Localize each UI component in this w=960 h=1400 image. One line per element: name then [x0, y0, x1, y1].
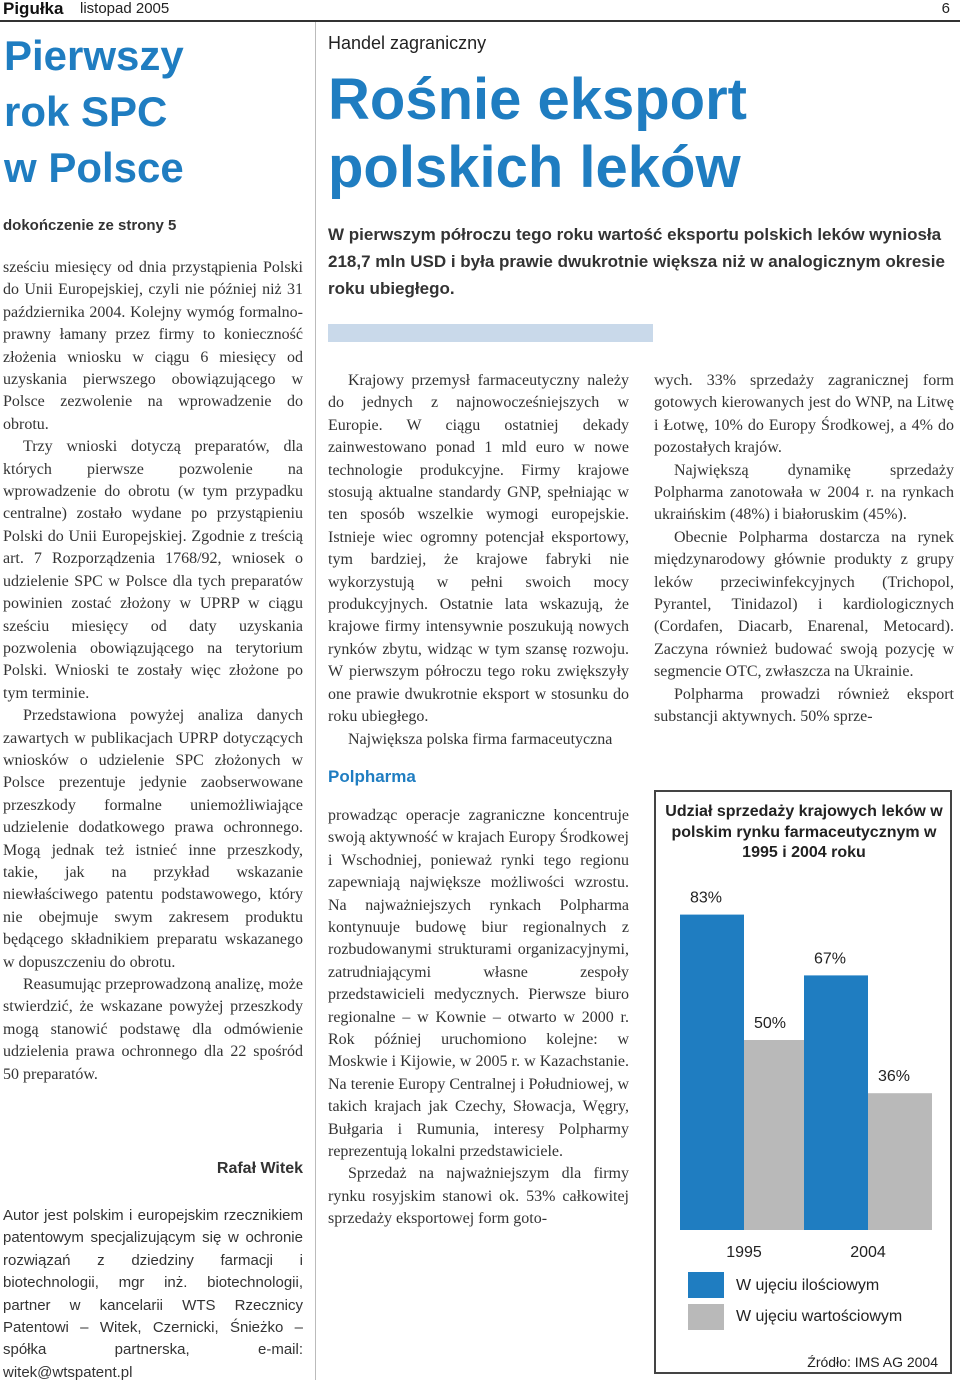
paragraph: Reasumując przeprowadzoną analizę, może stwierdzić, że wskazane powyżej przeszkody mogą stanowić podstawę dla odmówienie udzielenia prawa ochronnego dla 22 spośród 50 preparatów.: [3, 976, 303, 1083]
left-title-line: Pierwszy: [4, 32, 184, 79]
chart-source: Źródło: IMS AG 2004: [807, 1354, 938, 1370]
article-column-right: [654, 370, 954, 729]
bar-1995-value: [744, 1040, 808, 1230]
paragraph: Krajowy przemysł farmaceutyczny należy do jednych z najnowocześniejszych w Europie. W ciągu ostatniej dekady zainwestowano ponad 1 mld euro w nowe technologie produkcyjne. Firmy krajowe stosują aktualne standardy GNP, spełniając w ten sposób wszelkie wymogi europejskie. Istnieje wiec ogromny potencjał eksportowy, tym bardziej, że krajowe fabryki nie wykorzystują w pełni swoich mocy produkcyjnych. Ostatnie lata wskazują, że krajowe firmy intensywnie poszukują nowych rynków zbytu, widząc w tym szansę rozwoju. W pierwszym półroczu tego roku zwiększyły one prawie dwukrotnie eksport w stosunku do roku ubiegłego.: [328, 372, 629, 726]
article-title: [328, 66, 948, 202]
bar-1995-quantity: [680, 915, 744, 1230]
column-divider: [315, 22, 316, 1380]
paragraph: sześciu miesięcy od dnia przystąpienia Polski do Unii Europejskiej, czyli nie później niż 31 października 2004. Kolejny wymóg formalno-prawny łamany przez firmy to konieczność złożenia wniosku w ciągu 6 miesięcy od uzyskania pierwszego obowiązującego w Polsce zezwolenie na wprowadzenie do obrotu.: [3, 259, 303, 433]
legend-swatch-quantity: [688, 1272, 724, 1298]
author-name: Rafał Witek: [216, 1160, 303, 1177]
left-article-title: [4, 28, 304, 196]
section-label: Handel zagraniczny: [328, 33, 487, 53]
data-label-2004-value: 36%: [878, 1068, 911, 1086]
category-label-2004: 2004: [850, 1244, 886, 1261]
paragraph: Przedstawiona powyżej analiza danych zawartych w publikacjach UPRP dotyczących wniosków o udzielenie SPC złożonych w Polsce prezentuje jedynie zaobserwowane przeszkody formalne uniemożliwiające udzielenie dodatkowego prawa ochronnego. Mogą jednak też istnieć inne przeszkody, takie, jak na przykład wskazanie niewłaściwego patentu podstawowego, który nie obejmuje swym zakresem produktu będącego składnikiem preparatu wskazanego w dopuszczeniu do obrotu.: [3, 707, 303, 971]
paragraph: wych. 33% sprzedaży zagranicznej form gotowych kierowanych jest do WNP, na Litwę i Łotwę, 10% do Europy Środkowej, a 4% do pozostałych krajów.: [654, 372, 954, 457]
paragraph: Sprzedaż na najważniejszym dla firmy rynku rosyjskim stanowi ok. 53% całkowitej sprzedaży eksportowej form goto-: [328, 1165, 629, 1228]
paragraph: Trzy wnioski dotyczą preparatów, dla których pierwsze pozwolenie na wprowadzenie do obrotu (w tym przypadku centralne) zostało wydane po przystąpieniu Polski do Unii Europejskiej. Zgodnie z treścią art. 7 Rozporządzenia 1768/92, wniosek o udzielenie SPC w Polsce dla tych preparatów powinien zostać złożony w UPRP w ciągu sześciu miesięcy od daty uzyskania pozwolenia obowiązującego na terytorium Polski. Wnioski te zostały więc złożone po tym terminie.: [3, 438, 303, 702]
legend-label-quantity: W ujęciu ilościowym: [736, 1277, 880, 1294]
left-title-line: rok SPC: [4, 88, 168, 135]
article-title-line: polskich leków: [328, 135, 741, 200]
decorative-bar: [328, 324, 653, 342]
page-number: 6: [941, 0, 950, 17]
data-label-2004-quantity: 67%: [814, 950, 847, 968]
legend-swatch-value: [688, 1304, 724, 1330]
paragraph: Obecnie Polpharma dostarcza na rynek międzynarodowy głównie produkty z grupy leków przeciwinfekcyjnych (Trichopol, Pyrantel, Tinidazol) i kardiologicznych (Cordafen, Diacarb, Enarenal, Metocard). Zaczyna również budować swoją pozycję w segmencie OTC, zwłaszcza na Ukrainie.: [654, 528, 954, 681]
chart-box: [654, 790, 952, 1374]
bar-2004-value: [868, 1093, 932, 1230]
legend-label-value: W ujęciu wartościowym: [736, 1308, 903, 1325]
article-lead: W pierwszym półroczu tego roku wartość eksportu polskich leków wyniosła 218,7 mln USD i była prawie dwukrotnie większa niż w analogicznym okresie roku ubiegłego.: [328, 225, 945, 298]
header-rule: [0, 20, 960, 22]
brand-name: Pigułka: [3, 0, 64, 18]
left-article-body: [3, 257, 303, 1086]
article-column-middle: [328, 370, 629, 1231]
continuation-note: dokończenie ze strony 5: [3, 217, 177, 234]
paragraph: prowadząc operacje zagraniczne koncentruje swoją aktywność w krajach Europy Środkowej i Wschodniej, ponieważ rynki tego regionu zapewniają największe możliwości wzrostu. Na najważniejszych rynkach Polpharma kontynuuje budowę biur regionalnych z rozbudowanymi strukturami organizacyjnymi, zatrudniającymi własne zespoły przedstawicieli medycznych. Pierwsze biuro regionalne – w Kownie – otwarto w 2000 r. Rok później uruchomiono kolejne: w Moskwie i Kijowie, w 2005 r. w Kazachstanie. Na terenie Europy Centralnej i Południowej, w takich krajach jak Czechy, Słowacja, Węgry, Bułgaria i Rumunia, interesy Polpharmy reprezentują lokalni przedstawiciele.: [328, 806, 629, 1160]
paragraph: Największa polska firma farmaceutyczna: [348, 730, 613, 748]
issue-date: listopad 2005: [80, 0, 170, 17]
author-note: Autor jest polskim i europejskim rzecznikiem patentowym specjalizującym się w ochronie rozwiązań z dziedziny farmacji i biotechnologii, mgr inż. biotechnologii, partner w kancelarii WTS Rzecznicy Patentowi – Witek, Czernicki, Śnieżko – spółka partnerska, e-mail: witek@wtspatent.pl: [3, 1207, 303, 1381]
paragraph: Polpharma prowadzi również eksport substancji aktywnych. 50% sprze-: [654, 685, 954, 726]
subheading: Polpharma: [328, 766, 416, 786]
article-title-line: Rośnie eksport: [328, 67, 747, 132]
category-label-1995: 1995: [726, 1244, 762, 1261]
data-label-1995-quantity: 83%: [690, 889, 723, 907]
left-title-line: w Polsce: [4, 144, 184, 191]
data-label-1995-value: 50%: [754, 1015, 787, 1032]
chart-title: Udział sprzedaży krajowych leków w polskim rynku farmaceutycznym w 1995 i 2004 roku: [665, 803, 943, 861]
bar-2004-quantity: [804, 975, 868, 1230]
paragraph: Największą dynamikę sprzedaży Polpharma zanotowała w 2004 r. na rynkach ukraińskim (48%) i białoruskim (45%).: [654, 461, 954, 524]
